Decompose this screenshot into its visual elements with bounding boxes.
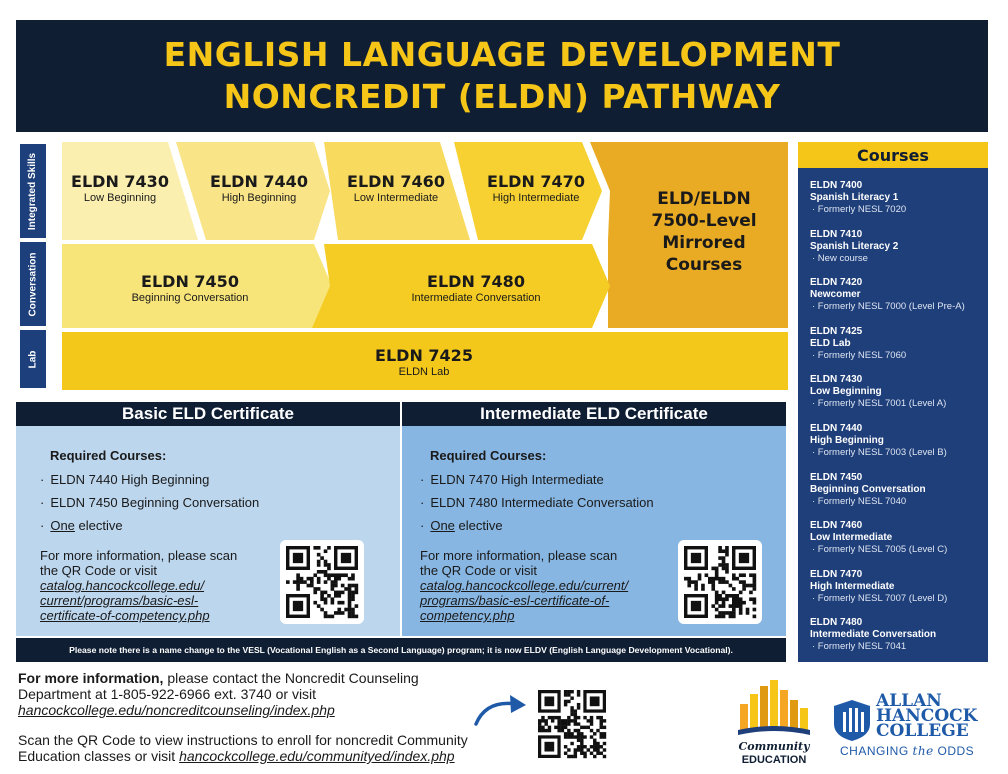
basic-info-text: For more information, please scan the QR Code or visit catalog.hancockcollege.edu/ current/programs/basic-esl- certificate-of-competency.php [40,548,238,623]
sidebar-course-item [810,374,946,410]
community-ed-info: Scan the QR Code to view instructions to enroll for noncredit Community Education classes or visit hancockcollege.edu/communityed/index.php [18,732,468,764]
page-title-line1: ENGLISH LANGUAGE DEVELOPMENT [163,35,841,74]
courses-sidebar [798,142,988,662]
sidebar-title: Courses [798,142,988,168]
basic-qr-code[interactable] [280,540,364,624]
basic-required-list [40,464,259,533]
basic-cert-panel [16,426,400,636]
sidebar-course-code: ELDN 7470 [810,568,863,580]
tab-conversation: Conversation [18,240,48,328]
sidebar-course-code: ELDN 7400 [810,180,863,191]
sidebar-course-name: Low Intermediate [810,532,893,544]
list-item: · One elective [40,518,123,533]
community-ed-qr-code[interactable] [532,684,612,764]
sidebar-course-former: · Formerly NESL 7005 (Level C) [812,544,948,556]
course-eldn7450: ELDN 7450 Beginning Conversation [131,272,249,304]
sidebar-course-code: ELDN 7410 [810,228,863,240]
sidebar-course-former: · Formerly NESL 7041 [812,641,907,653]
sidebar-course-former: · Formerly NESL 7003 (Level B) [812,447,947,458]
sidebar-course-code: ELDN 7480 [810,617,863,629]
basic-cert-link[interactable]: catalog.hancockcollege.edu/ [40,578,205,593]
inter-cert-link[interactable]: catalog.hancockcollege.edu/current/ [420,578,629,593]
sidebar-course-code: ELDN 7425 [810,325,863,337]
sidebar-course-former: · Formerly NESL 7060 [812,349,907,361]
inter-info-text: For more information, please scan the QR Code or visit catalog.hancockcollege.edu/current/ programs/basic-esl-certificate-of- competency.php [420,548,629,623]
sidebar-course-code: ELDN 7440 [810,423,863,434]
course-eldn7430: ELDN 7430 Low Beginning [71,172,169,204]
inter-required-list [420,464,654,533]
list-item: · ELDN 7440 High Beginning [40,472,210,487]
sidebar-course-name: Low Beginning [810,386,882,398]
sidebar-course-name: High Intermediate [810,580,895,592]
list-item: · ELDN 7450 Beginning Conversation [40,495,260,510]
books-icon [734,680,814,736]
list-item: · ELDN 7470 High Intermediate [420,472,604,487]
arrow-right-icon [470,692,530,728]
sidebar-course-item [810,229,898,265]
sidebar-course-name: Spanish Literacy 1 [810,192,899,203]
sidebar-course-name: ELD Lab [810,337,851,349]
course-eldn7470: ELDN 7470 High Intermediate [487,172,585,204]
sidebar-course-former: · Formerly NESL 7007 (Level D) [812,592,948,604]
course-eldn7480: ELDN 7480 Intermediate Conversation [411,272,541,304]
basic-cert-header: Basic ELD Certificate [16,402,400,426]
intermediate-cert-header: Intermediate ELD Certificate [402,402,786,426]
counseling-link[interactable]: hancockcollege.edu/noncreditcounseling/index.php [18,702,335,718]
sidebar-course-code: ELDN 7450 [810,471,863,483]
sidebar-course-former: · Formerly NESL 7001 (Level A) [812,398,947,410]
sidebar-course-item [810,617,936,653]
sidebar-course-code: ELDN 7460 [810,520,863,532]
community-education-logo: Community EDUCATION [734,680,814,770]
sidebar-course-item [810,277,965,313]
sidebar-course-item [810,569,947,605]
sidebar-course-name: Spanish Literacy 2 [810,240,899,252]
sidebar-course-former: · Formerly NESL 7040 [812,495,907,507]
name-change-note: Please note there is a name change to the VESL (Vocational English as a Second Language) program; it is now ELDV (English Language Development Vocational). [16,638,786,662]
mirrored-courses: ELD/ELDN 7500-Level Mirrored Courses [651,189,757,275]
sidebar-course-name: Intermediate Conversation [810,629,937,641]
hancock-college-logo: ALLAN HANCOCK COLLEGE CHANGING the ODDS [830,694,990,762]
sidebar-course-item [810,423,947,459]
page-header [16,20,988,132]
course-eldn7440: ELDN 7440 High Beginning [210,172,308,204]
inter-required-title: Required Courses: [430,448,547,463]
course-eldn7460: ELDN 7460 Low Intermediate [347,172,445,204]
sidebar-course-code: ELDN 7420 [810,277,863,289]
sidebar-course-former: · Formerly NESL 7020 [812,204,907,215]
sidebar-course-former: · Formerly NESL 7000 (Level Pre-A) [812,301,965,313]
sidebar-course-former: · New course [812,252,868,264]
intermediate-cert-panel [402,426,786,636]
community-ed-link[interactable]: hancockcollege.edu/communityed/index.php [179,748,455,764]
sidebar-course-code: ELDN 7430 [810,374,863,386]
sidebar-course-item [810,180,906,216]
sidebar-course-name: Newcomer [810,289,861,301]
sidebar-course-name: Beginning Conversation [810,483,926,495]
sidebar-course-name: High Beginning [810,435,884,446]
intermediate-qr-code[interactable] [678,540,762,624]
list-item: · ELDN 7480 Intermediate Conversation [420,495,654,510]
page-title-line2: NONCREDIT (ELDN) PATHWAY [223,77,781,116]
basic-required-title: Required Courses: [50,448,167,463]
tab-lab: Lab [18,328,48,390]
sidebar-course-item [810,520,947,556]
sidebar-course-item [810,472,926,508]
counseling-info: For more information, please contact the Noncredit Counseling Department at 1-805-922-6966 ext. 3740 or visit hancockcollege.edu/noncreditcounseling/index.php [18,670,419,718]
sidebar-course-item [810,326,906,362]
tab-integrated-skills: Integrated Skills [18,142,48,240]
college-shield-icon [830,698,874,742]
course-eldn7425: ELDN 7425 ELDN Lab [375,346,473,378]
list-item: · One elective [420,518,503,533]
